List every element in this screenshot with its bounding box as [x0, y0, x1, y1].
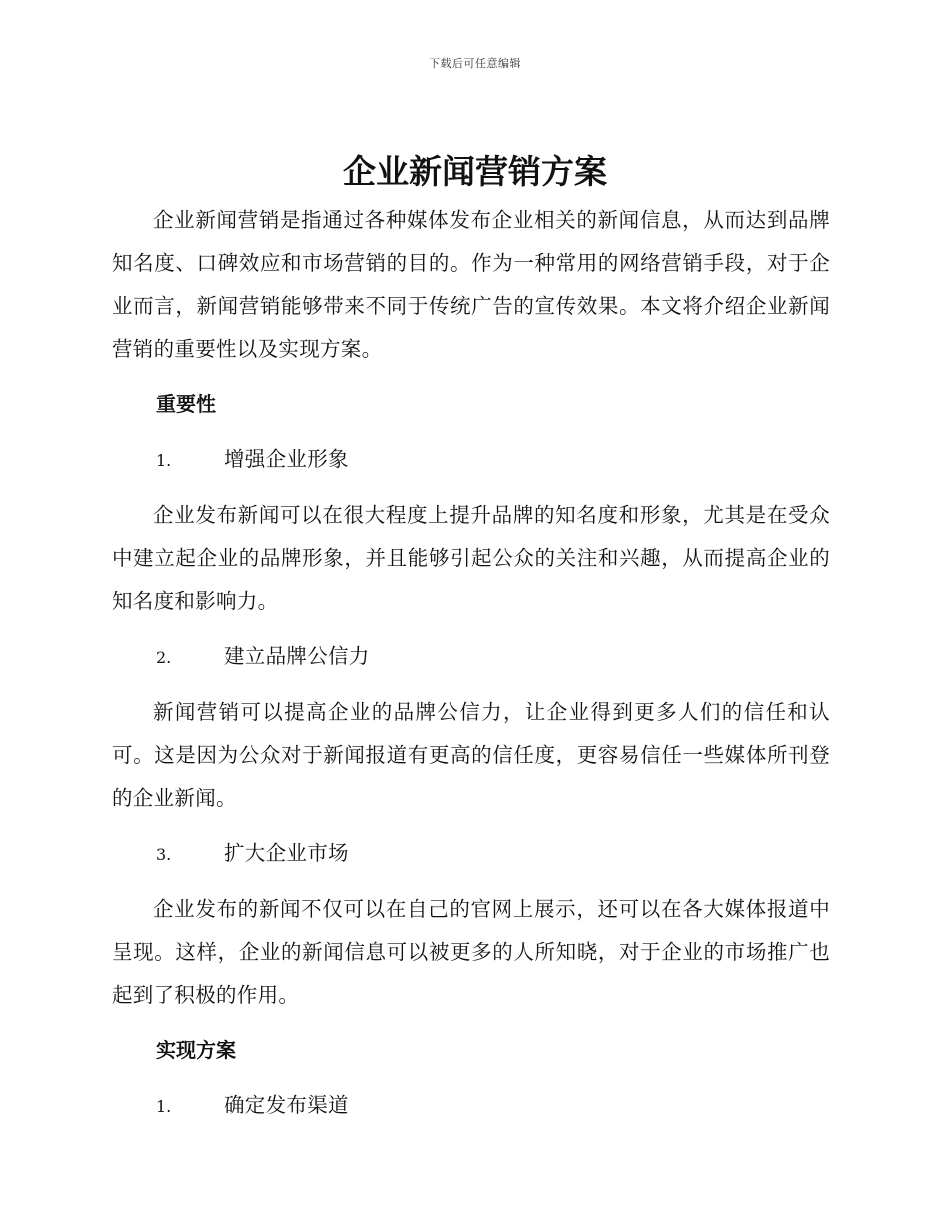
list-item-number: 1. — [156, 451, 172, 470]
item-paragraph: 新闻营销可以提高企业的品牌公信力，让企业得到更多人们的信任和认可。这是因为公众对于新闻报道有更高的信任度，更容易信任一些媒体所刊登的企业新闻。 — [112, 700, 830, 810]
list-item — [112, 635, 830, 679]
list-item — [112, 1084, 830, 1128]
header-note: 下载后可任意编辑 — [429, 57, 521, 70]
list-item-title: 确定发布渠道 — [224, 1093, 349, 1117]
list-item-number: 2. — [156, 648, 172, 667]
document-body — [112, 199, 830, 1128]
section-heading-implementation: 实现方案 — [156, 1038, 236, 1062]
list-item-title: 建立品牌公信力 — [224, 644, 370, 668]
list-item-number: 1. — [156, 1097, 172, 1116]
item-paragraph: 企业发布新闻可以在很大程度上提升品牌的知名度和形象，尤其是在受众中建立起企业的品牌形象，并且能够引起公众的关注和兴趣，从而提高企业的知名度和影响力。 — [112, 503, 830, 613]
list-item — [112, 438, 830, 482]
list-item-number: 3. — [156, 845, 172, 864]
list-item — [112, 832, 830, 876]
item-paragraph: 企业发布的新闻不仅可以在自己的官网上展示，还可以在各大媒体报道中呈现。这样，企业的新闻信息可以被更多的人所知晓，对于企业的市场推广也起到了积极的作用。 — [112, 897, 830, 1007]
document-title: 企业新闻营销方案 — [343, 152, 607, 191]
intro-paragraph: 企业新闻营销是指通过各种媒体发布企业相关的新闻信息，从而达到品牌知名度、口碑效应和市场营销的目的。作为一种常用的网络营销手段，对于企业而言，新闻营销能够带来不同于传统广告的宣传效果。本文将介绍企业新闻营销的重要性以及实现方案。 — [112, 208, 830, 361]
list-item-title: 扩大企业市场 — [224, 841, 349, 865]
list-item-title: 增强企业形象 — [224, 447, 349, 471]
section-heading-importance: 重要性 — [156, 392, 216, 416]
